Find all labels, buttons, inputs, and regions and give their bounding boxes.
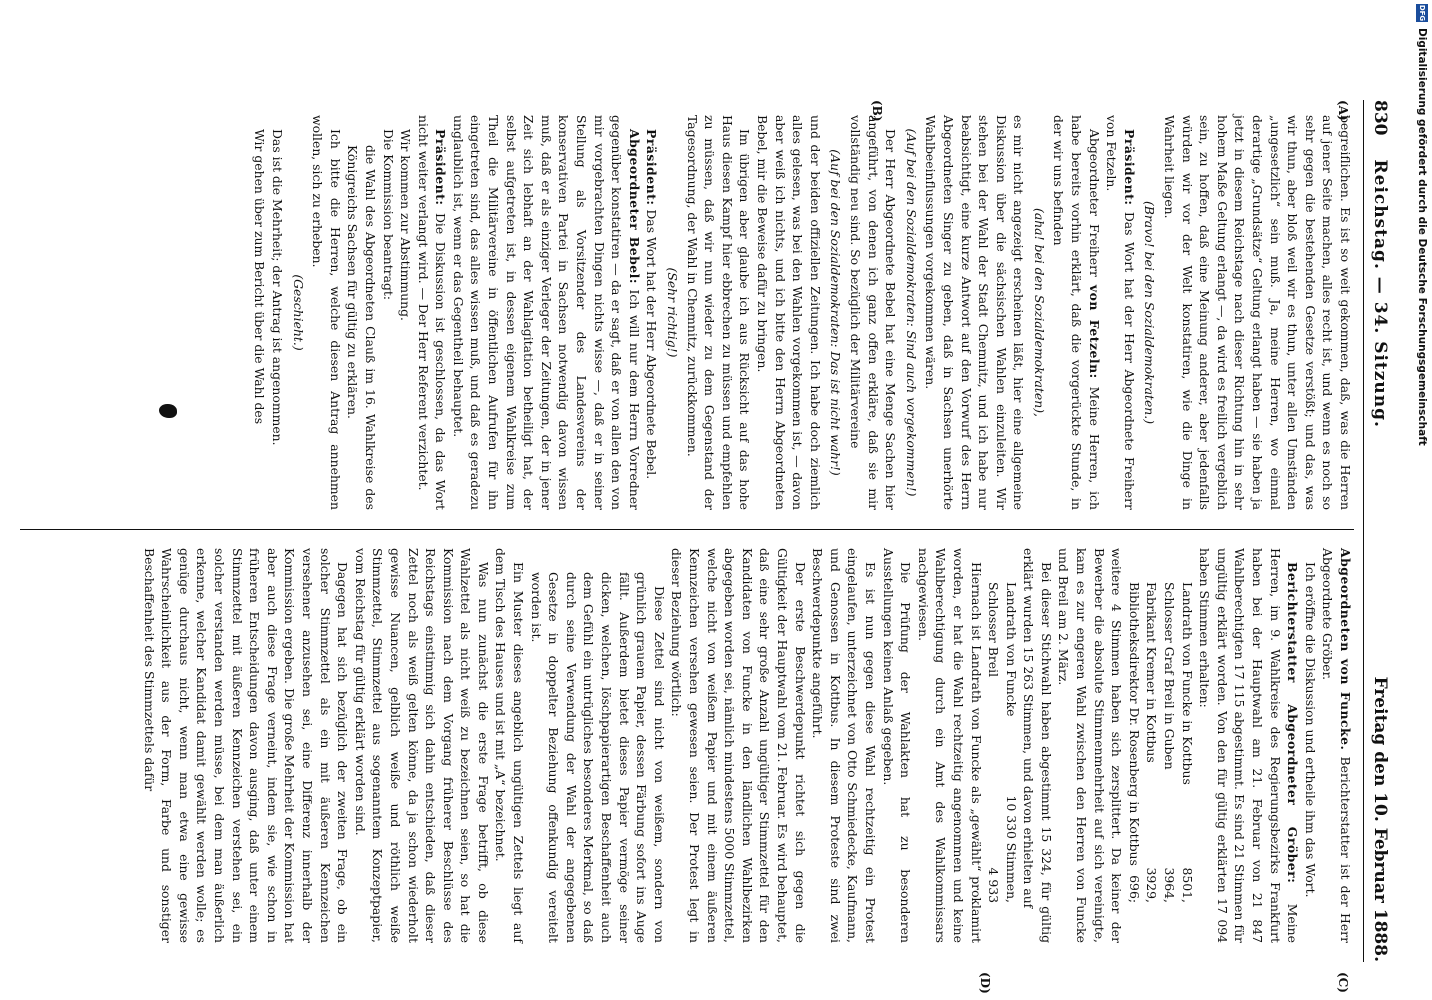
speech-text: Das Wort hat der Herr Abgeordnete Freiherr von Fetzeln. xyxy=(1104,115,1137,510)
left-column xyxy=(251,115,1354,510)
speaker-label: Abgeordneter Bebel: xyxy=(626,129,642,284)
digitization-footer xyxy=(1412,0,1432,1000)
speech-text: Berichterstatter ist der Herr Abgeordnete Gröber. xyxy=(1320,548,1353,943)
candidate: Landrath von Funcke xyxy=(1003,582,1019,717)
paragraph: Wir kommen zur Abstimmung. xyxy=(398,129,414,321)
vote-count: 696; xyxy=(1126,875,1142,903)
speaker-label: Berichterstatter Abgeordneter Gröber: xyxy=(1285,562,1301,884)
paragraph: Ein Muster dieses angeblich ungültigen Zettels liegt auf dem Tisch des Hauses und ist mit „A“ bezeichnet. xyxy=(493,548,527,943)
vote-count: 8501, xyxy=(1179,867,1195,903)
paragraph xyxy=(643,115,661,510)
paragraph xyxy=(1103,115,1138,510)
paragraph: Hiernach ist Landrath von Funcke als „gewählt“ proklamirt worden, er hat die Wahl rechtzeitig angenommen und keine Wahlberechtigung durch ein Amt des Wahlkommissars nachgewiesen. xyxy=(915,548,984,943)
margin-mark-c: (C) xyxy=(1336,972,1350,993)
paragraph: Die Prüfung der Wahlakten hat zu besonderen Ausstellungen keinen Anlaß gegeben. xyxy=(880,548,914,943)
dfg-logo: DFG xyxy=(1418,4,1426,22)
running-title: Reichstag. — 34. Sitzung. xyxy=(1370,159,1390,428)
result-row xyxy=(1178,548,1196,943)
speech-text: Das Wort hat der Herr Abgeordnete Bebel. xyxy=(644,209,660,480)
interjection: (Geschieht.) xyxy=(290,274,306,351)
margin-mark-a: (A) xyxy=(1336,100,1350,121)
interjection: (Auf bei den Sozialdemokraten: Das ist nicht wahr!) xyxy=(828,149,844,476)
vote-count: 3964, xyxy=(1162,867,1178,903)
result-row xyxy=(985,548,1003,943)
interjection: (Auf bei den Sozialdemokraten: Sind auch vorgekommen!) xyxy=(903,128,919,497)
paragraph xyxy=(449,115,643,510)
result-row xyxy=(1125,548,1143,943)
paragraph: und der beiden offiziellen Zeitungen. Ich habe doch ziemlich alles gelesen, was bei den Wahlen vorgekommen ist, — davon aber weiß ich nichts, und ich bitte den Herrn Abgeordneten Bebel, mir die Beweise dafür zu bringen. xyxy=(755,115,823,510)
paragraph: weitere 4 Stimmen haben sich zersplittert. Da keiner der Bewerber die absolute Stimmenmehrheit auf sich vereinigte, kam es zur engeren Wahl zwischen den Herren von Funcke und Breil am 2. März. xyxy=(1056,548,1125,943)
interjection: (aha! bei den Sozialdemokraten), xyxy=(1031,207,1047,417)
paragraph: es mir nicht angezeigt erscheinen läßt, hier eine allgemeine Diskussion über die sächsischen Wahlen einzuleiten. Wir stehen bei der Wahl der Stadt Chemnitz, und ich habe nur beabsichtigt, eine kurze Antwort auf den Vorwurf des Herrn Abgeordneten Singer zu geben, daß in Sachsen unerhörte Wahlbeeinflussungen vorgekommen wären. xyxy=(923,115,1027,510)
paragraph: begreiflichen. Es ist so weit gekommen, daß, was die Herren auf jener Seite machen, alles recht ist, und wenn es noch so sehr gegen die bestehenden Gesetze verstößt; und das, was wir thun, aber bloß weil wir es thun, unter allen Umständen „ungesetzlich“ sein muß. Ja, meine Herren, wo einmal derartige „Grundsätze“ Geltung erlangt haben — sie haben ja jetzt in diesem Reichstage nach dieser Richtung hin in sehr hohem Maße Geltung erlangt —, da wird es freilich vergeblich sein, zu hoffen, daß eine Meinung anderer, aber jedenfalls würden wir vor der Welt konstatiren, wie die Dinge in Wahrheit liegen. xyxy=(1162,115,1353,510)
interjection: (Sehr richtig!) xyxy=(665,267,681,358)
speaker-label: Präsident: xyxy=(644,129,660,206)
paragraph xyxy=(1196,548,1302,943)
digitization-credit: Digitalisierung gefördert durch die Deutsche Forschungsgemeinschaft xyxy=(1416,28,1428,446)
section-heading: Abgeordneten von Funcke. xyxy=(1338,548,1353,751)
paragraph: Die Kommission beantragt: xyxy=(380,129,396,301)
paragraph xyxy=(1050,115,1103,510)
page-number: 830 xyxy=(1370,100,1390,136)
paragraph: Dagegen hat sich bezüglich der zweiten Frage, ob ein solcher Stimmzettel als ein mit äußeren Kennzeichen versehener anzusehen sei, eine Differenz innerhalb der Kommission ergeben. Die große Mehrheit der Kommission hat aber auch diese Frage verneint, indem sie, wie schon in früheren Entscheidungen davon ausging, daß unter einem Stimmzettel mit äußeren Kennzeichen verstehen sei, ein solcher verstanden werden müsse, bei dem man äußerlich erkenne, welcher Kandidat damit gewählt werden wolle; es genüge durchaus nicht, wenn man etwa eine gewisse Wahrscheinlichkeit aus der Form, Farbe und sonstiger Beschaffenheit des Stimmzettels dafür xyxy=(141,548,351,943)
margin-mark-d: (D) xyxy=(978,972,992,994)
candidate: Schlosser Breil xyxy=(986,582,1002,678)
header-rule xyxy=(1363,100,1364,962)
paragraph: Das ist die Mehrheit; der Antrag ist angenommen. xyxy=(269,129,285,446)
vote-count: 4 933 xyxy=(986,867,1002,903)
session-date: Freitag den 10. Februar 1888. xyxy=(1370,676,1390,962)
candidate: Schlosser Graf Breil in Guben xyxy=(1162,582,1178,770)
result-row xyxy=(1160,548,1178,943)
paragraph: Der erste Beschwerdepunkt richtet sich gegen die Gültigkeit der Hauptwahl vom 21. Februar. Es wird behauptet, daß eine sehr große Anzahl ungültiger Stimmzettel für den Kandidaten von Funcke in den ländlichen Wahlbezirken abgegeben worden sei, nämlich mindestens 5000 Stimmzettel, welche nicht von weißem Papier und mit einem äußeren Kennzeichen versehen gewesen seien. Der Protest legt in dieser Beziehung wörtlich: xyxy=(669,548,808,943)
vote-count: 3929, xyxy=(1144,867,1160,903)
paragraph: Bei dieser Stichwahl haben abgestimmt 15 324, für gültig erklärt wurden 15 263 Stimmen, und davon erhielten auf xyxy=(1021,548,1054,943)
right-column xyxy=(140,548,1354,943)
paragraph: Ich bitte die Herren, welche diesen Antrag annehmen wollen, sich zu erheben. xyxy=(310,115,343,510)
quotation: Diese Zettel sind nicht von weißem, sondern von grünlich grauem Papier, dessen Färbung sofort ins Auge fällt. Außerdem bietet dieses Papier vermöge seiner dicken, welchen, löschpapierartigen Beschaffenheit auch dem Gefühl ein untrügliches besonderes Merkmal, so daß durch seine Verwendung der Wahl der angegebenen Gesetze in doppelter Beziehung offenkundig vereitelt worden ist. xyxy=(528,572,667,943)
speaker-label: Präsident: xyxy=(1121,129,1137,206)
paragraph: Der Herr Abgeordnete Bebel hat eine Menge Sachen hier angeführt, von denen ich ganz offen erkläre, daß sie mir vollständig neu sind. So bezüglich der Militärvereine xyxy=(847,115,899,510)
margin-mark-b: (B) xyxy=(870,100,884,122)
candidate: Fabrikant Kremer in Kottbus xyxy=(1144,582,1160,763)
vote-count: 10 330 Stimmen, xyxy=(1003,795,1019,903)
speech-text: Die Diskussion ist geschlossen, da das Wort nicht weiter verlangt wird. — Der Herr Referent verzichtet. xyxy=(415,115,449,510)
result-row xyxy=(1143,548,1161,943)
candidate: Landrath von Funcke in Kottbus xyxy=(1179,582,1195,785)
motion-text: die Wahl des Abgeordneten Clauß im 16. Wahlkreise des Königreichs Sachsen für gültig zu erklären. xyxy=(345,145,378,510)
result-row xyxy=(1002,548,1020,943)
speech-text: Meine Herren, ich habe bereits vorhin erklärt, daß die vorgerückte Stunde, in der wir uns befinden xyxy=(1051,115,1102,510)
column-divider xyxy=(20,529,1354,530)
ink-blot xyxy=(159,404,177,418)
speaker-name: von Fetzeln: xyxy=(1086,284,1102,379)
running-head xyxy=(1368,100,1392,962)
paragraph: Was nun zunächst die erste Frage betrifft, ob diese Wahlzettel als nicht weiß zu bezeichnen seien, so hat die Kommission nach dem Vorgang früherer Beschlüsse des Reichstags einstimmig sich dahin entschieden, daß dieser Zettel noch als weiß gelten könne, da ja schon wiederholt gewisse Nuancen, gelblich weiße und röthlich weiße Stimmzettel, Stimmzettel aus sogenanntem Konzeptpapier, vom Reichstag für gültig erklärt worden sind. xyxy=(352,548,491,943)
paragraph xyxy=(1319,548,1354,943)
speech-text: Ich will nur dem Herrn Vorredner gegenüber konstatiren — da er sagt, daß er von allen den von mir vorgebrachten Dingen nichts wisse —, daß er in seiner Stellung als Vorsitzender des Landesvereins der konservativen Partei in Sachsen notwendig davon wissen muß, daß er als einziger Verleger der Zeitungen, der in jener Zeit sich lebhaft an der Wahlagitation betheiligt hat, der selbst aufgetreten ist, in dessen eigenem Wahlkreise zum Theil die Militärvereine in öffentlichen Aufrufen für ihn eingetreten sind, das alles wissen muß, und daß es geradezu unglaublich ist, wenn er das Gegentheil behauptet. xyxy=(450,115,642,510)
paragraph: Wir gehen über zum Bericht über die Wahl des xyxy=(252,129,268,425)
candidate: Bibliotheksdirektor Dr. Rosenberg in Kottbus xyxy=(1126,582,1142,866)
speaker-label: Präsident: xyxy=(433,129,449,206)
paragraph: Ich eröffne die Diskussion und ertheile ihm das Wort. xyxy=(1302,562,1318,898)
paragraph: Es ist nun gegen diese Wahl rechtzeitig ein Protest eingelaufen, unterzeichnet von Otto Schmiedecke, Kaufmann, und Genossen in Kottbus. In diesem Proteste sind zwei Beschwerdepunkte angeführt. xyxy=(810,548,878,943)
paragraph xyxy=(414,115,449,510)
interjection: (Bravo! bei den Sozialdemokraten.) xyxy=(1142,200,1158,425)
speech-text: Meine Herren, im 9. Wahlkreise des Regierungsbezirks Frankfurt haben bei der Hauptwahl am 21. Februar von 21 847 Wahlberechtigten 17 115 abgestimmt. Es sind 21 Stimmen für ungültig erklärt worden. Von den für gültig erklärten 17 094 haben Stimmen erhalten: xyxy=(1197,548,1301,943)
paragraph: Im übrigen aber glaube ich aus Rücksicht auf das hohe Haus diesen Kampf hier ebbrechen zu müssen und empfehlen zu müssen, daß wir nun wieder zu dem Gegenstand der Tagesordnung, der Wahl in Chemnitz, zurückkommen. xyxy=(684,115,753,510)
speaker-label: Abgeordneter Freiherr xyxy=(1086,129,1102,277)
